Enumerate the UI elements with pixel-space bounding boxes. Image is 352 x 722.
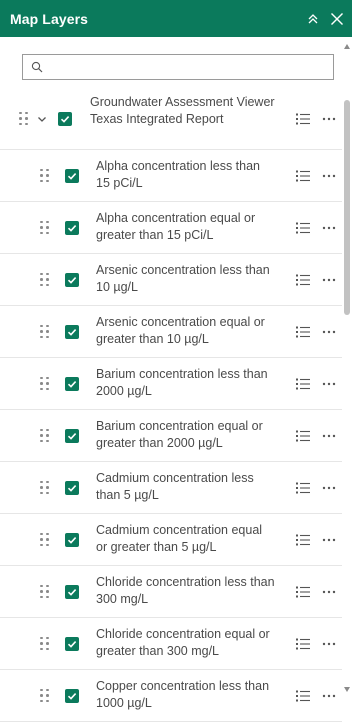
drag-handle-icon[interactable] [40,689,50,703]
more-options-icon[interactable] [322,434,336,438]
legend-list-icon[interactable] [296,326,310,338]
checkmark-icon [67,639,77,649]
layer-checkbox[interactable] [65,221,79,235]
drag-handle-icon[interactable] [40,429,50,443]
checkmark-icon [67,431,77,441]
scroll-up-icon[interactable] [344,44,350,49]
layer-row[interactable] [0,306,342,358]
legend-list-icon[interactable] [296,274,310,286]
drag-handle-icon[interactable] [40,273,50,287]
checkmark-icon [67,691,77,701]
checkmark-icon [67,327,77,337]
legend-list-icon[interactable] [296,586,310,598]
chevron-down-icon[interactable] [36,113,48,125]
layer-label: Chloride concentration less than 300 mg/L [96,575,275,606]
layer-checkbox[interactable] [65,689,79,703]
layer-row[interactable] [0,566,342,618]
drag-handle-icon[interactable] [40,481,50,495]
legend-list-icon[interactable] [296,170,310,182]
drag-handle-icon[interactable] [40,637,50,651]
more-options-icon[interactable] [322,694,336,698]
layer-list [0,88,342,722]
layer-label: Arsenic concentration less than 10 µg/L [96,263,270,294]
collapse-button[interactable] [302,0,324,37]
more-options-icon[interactable] [322,538,336,542]
layer-row[interactable] [0,462,342,514]
legend-list-icon[interactable] [296,222,310,234]
layer-label: Barium concentration less than 2000 µg/L [96,367,268,398]
layer-label: Cadmium concentration less than 5 µg/L [96,471,254,502]
layer-row[interactable] [0,358,342,410]
more-options-icon[interactable] [322,330,336,334]
scroll-down-icon[interactable] [344,687,350,692]
checkmark-icon [67,535,77,545]
checkmark-icon [60,114,70,124]
layer-row[interactable] [0,202,342,254]
legend-list-icon[interactable] [296,638,310,650]
legend-list-icon[interactable] [296,430,310,442]
layer-row[interactable] [0,670,342,722]
legend-list-icon[interactable] [296,378,310,390]
drag-handle-icon[interactable] [40,169,50,183]
drag-handle-icon[interactable] [40,325,50,339]
double-chevron-up-icon [307,13,319,25]
group-checkbox[interactable] [58,112,72,126]
layer-label: Arsenic concentration equal or greater than 10 µg/L [96,315,265,346]
more-options-icon[interactable] [322,117,336,121]
drag-handle-icon[interactable] [40,533,50,547]
scrollbar[interactable] [342,40,352,694]
layer-checkbox[interactable] [65,533,79,547]
more-options-icon[interactable] [322,174,336,178]
layer-row[interactable] [0,618,342,670]
group-label: Groundwater Assessment Viewer Texas Integrated Report [90,95,275,126]
checkmark-icon [67,275,77,285]
more-options-icon[interactable] [322,278,336,282]
legend-list-icon[interactable] [296,534,310,546]
checkmark-icon [67,171,77,181]
legend-list-icon[interactable] [296,113,310,125]
layer-checkbox[interactable] [65,377,79,391]
close-button[interactable] [326,0,348,37]
panel-header [0,0,352,37]
search-box [22,54,334,80]
layer-row[interactable] [0,254,342,306]
drag-handle-icon[interactable] [40,377,50,391]
legend-list-icon[interactable] [296,482,310,494]
layer-label: Barium concentration equal or greater than 2000 µg/L [96,419,263,450]
more-options-icon[interactable] [322,642,336,646]
panel-title: Map Layers [10,10,89,27]
layer-label: Alpha concentration less than 15 pCi/L [96,159,260,190]
layer-row[interactable] [0,410,342,462]
layer-group-row[interactable] [0,88,342,150]
legend-list-icon[interactable] [296,690,310,702]
layer-checkbox[interactable] [65,429,79,443]
layer-checkbox[interactable] [65,273,79,287]
layer-row[interactable] [0,150,342,202]
layer-label: Copper concentration less than 1000 µg/L [96,679,270,710]
checkmark-icon [67,379,77,389]
layer-row[interactable] [0,514,342,566]
close-icon [330,12,344,26]
search-input[interactable] [51,56,321,78]
layer-checkbox[interactable] [65,481,79,495]
layer-checkbox[interactable] [65,325,79,339]
checkmark-icon [67,483,77,493]
scrollbar-thumb[interactable] [344,100,350,315]
drag-handle-icon[interactable] [40,221,50,235]
more-options-icon[interactable] [322,382,336,386]
checkmark-icon [67,587,77,597]
drag-handle-icon[interactable] [40,585,50,599]
layer-checkbox[interactable] [65,585,79,599]
layer-label: Alpha concentration equal or greater than 15 pCi/L [96,211,256,242]
layer-label: Chloride concentration equal or greater than 300 mg/L [96,627,270,658]
layer-checkbox[interactable] [65,169,79,183]
search-icon [23,55,51,79]
drag-handle-icon[interactable] [19,112,29,126]
checkmark-icon [67,223,77,233]
more-options-icon[interactable] [322,486,336,490]
layer-checkbox[interactable] [65,637,79,651]
layer-label: Cadmium concentration equal or greater than 5 µg/L [96,523,263,554]
more-options-icon[interactable] [322,226,336,230]
more-options-icon[interactable] [322,590,336,594]
